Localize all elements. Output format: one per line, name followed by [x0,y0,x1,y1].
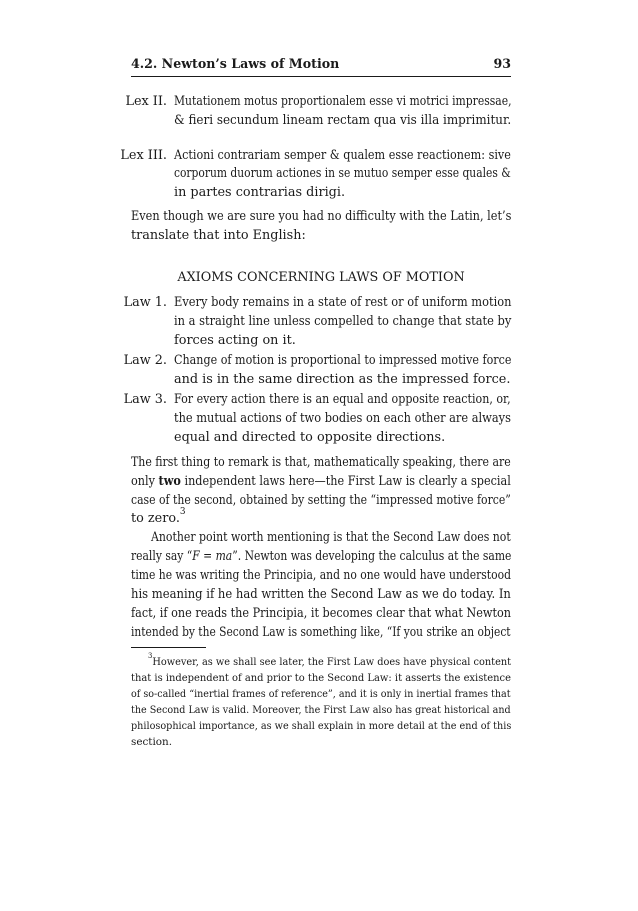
law-line: the mutual actions of two bodies on each other are always [174,411,511,426]
body-line: intended by the Second Law is something like, “If you strike an object [131,625,511,640]
body-line: case of the second, obtained by setting the “impressed motive force” [131,493,511,508]
footnote-line: that is independent of and prior to the Second Law: it asserts the existence [131,672,511,684]
law-line: in a straight line unless compelled to change that state by [174,314,512,329]
law-label: Law 3. [123,392,167,407]
lex-line: Mutationem motus proportionalem esse vi motrici impressae, [174,94,512,109]
axioms-heading: AXIOMS CONCERNING LAWS OF MOTION [177,270,465,285]
footnote-rule [131,647,206,648]
page-number: 93 [493,56,511,71]
law-line: forces acting on it. [174,333,296,348]
emphasis-two: two [158,474,181,489]
body-line: his meaning if he had written the Second Law as we do today. In [131,587,511,602]
footnote-marker[interactable]: 3 [179,506,186,517]
body-line: really say “F = ma”. Newton was developing the calculus at the same [131,549,512,564]
law-label: Law 2. [123,353,167,368]
footnote-line: the Second Law is valid. Moreover, the First Law also has great historical and [131,704,511,716]
section-title: 4.2. Newton’s Laws of Motion [131,56,340,71]
footnote-line: philosophical importance, as we shall explain in more detail at the end of this [131,720,512,732]
running-header [131,56,511,71]
body-line: only two independent laws here—the First Law is clearly a special [131,474,511,489]
body-line: to zero.$^3$ [131,506,186,526]
footnote-line: of so-called “inertial frames of reference”, and it is only in inertial frames that [131,688,511,700]
law-line: Every body remains in a state of rest or of uniform motion [174,295,512,310]
lex-line: corporum duorum actiones in se mutuo semper esse quales & [174,166,511,181]
body-line: fact, if one reads the Principia, it becomes clear that what Newton [131,606,512,621]
law-line: and is in the same direction as the impressed force. [174,372,511,387]
lex-line: in partes contrarias dirigi. [174,185,346,200]
footnote-line: $^3$However, as we shall see later, the First Law does have physical content [148,650,512,668]
footnote-line: section. [131,736,173,748]
body-line: translate that into English: [131,228,306,243]
lex-label: Lex II. [125,94,167,109]
body-line: Another point worth mentioning is that the Second Law does not [151,530,511,545]
header-rule [131,76,511,77]
lex-label: Lex III. [120,148,167,163]
law-line: equal and directed to opposite directions. [174,430,446,445]
lex-line: & fieri secundum lineam rectam qua vis illa imprimitur. [174,113,512,128]
body-line: Even though we are sure you had no difficulty with the Latin, let’s [131,209,512,224]
law-label: Law 1. [123,295,167,310]
law-line: Change of motion is proportional to impressed motive force [174,353,512,368]
footnote-number: 3 [148,650,153,660]
body-line: The first thing to remark is that, mathematically speaking, there are [131,455,511,470]
body-line: time he was writing the Principia, and no one would have understood [131,568,511,583]
law-line: For every action there is an equal and opposite reaction, or, [174,392,511,407]
lex-line: Actioni contrariam semper & qualem esse reactionem: sive [174,148,511,163]
